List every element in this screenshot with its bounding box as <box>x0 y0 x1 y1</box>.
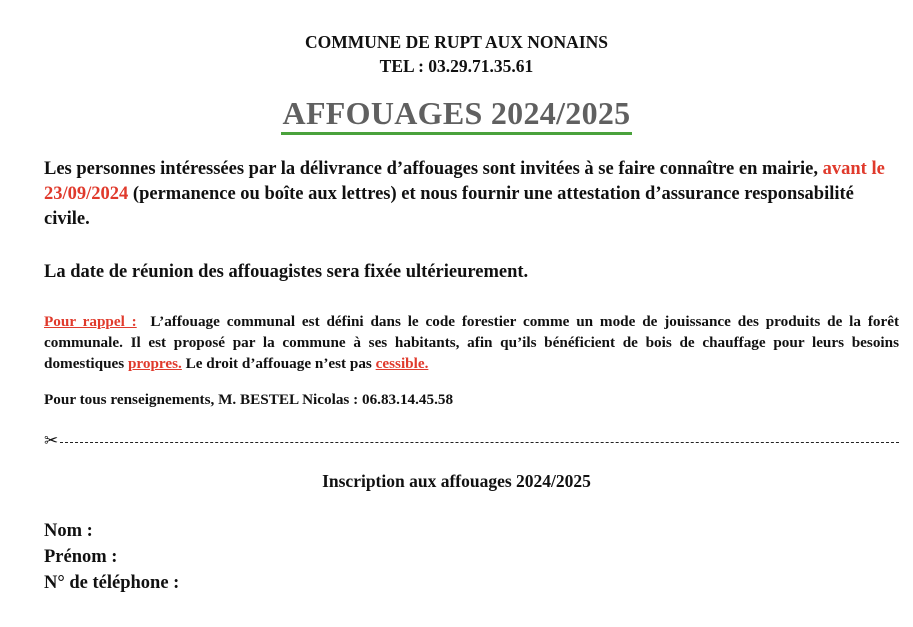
form-fields <box>44 518 179 596</box>
reminder-word-cessible: cessible. <box>375 355 429 372</box>
scissors-icon: ✂ <box>44 431 59 451</box>
page-title <box>0 93 913 133</box>
firstname-label: Prénom : <box>44 547 118 567</box>
contact-line: Pour tous renseignements, M. BESTEL Nicolas : 06.83.14.45.58 <box>44 391 454 408</box>
intro-text-2: (permanence ou boîte aux lettres) et nous fournir une attestation d’assurance responsabilité civile. <box>44 184 854 229</box>
name-label: Nom : <box>44 521 93 541</box>
commune-name: COMMUNE DE RUPT AUX NONAINS <box>304 32 609 52</box>
cut-line <box>44 432 899 450</box>
form-title: Inscription aux affouages 2024/2025 <box>322 471 591 491</box>
reminder-word-propres: propres. <box>127 355 182 372</box>
intro-paragraph <box>44 157 899 232</box>
phone-label: N° de téléphone : <box>44 573 180 593</box>
reminder-label: Pour rappel : <box>44 313 137 330</box>
reminder-paragraph <box>44 311 903 374</box>
deadline-text: avant le 23/09/2024 <box>44 159 885 204</box>
page-title-text: AFFOUAGES 2024/2025 <box>281 95 633 135</box>
reminder-text-2: Le droit d’affouage n’est pas <box>181 355 376 372</box>
dashed-divider <box>60 442 899 443</box>
intro-text-1: Les personnes intéressées par la délivrance d’affouages sont invitées à se faire connaître en mairie, <box>44 159 823 179</box>
reminder-text-1: L’affouage communal est défini dans le code forestier comme un mode de jouissance des produits de la forêt communale. Il est proposé par la commune à ses habitants, afin qu’ils bénéficient de bois de chauffage pour leurs besoins domestiques <box>44 313 903 372</box>
header <box>0 30 913 78</box>
meeting-paragraph: La date de réunion des affouagistes sera fixée ultérieurement. <box>44 262 529 282</box>
commune-phone: TEL : 03.29.71.35.61 <box>379 56 534 76</box>
